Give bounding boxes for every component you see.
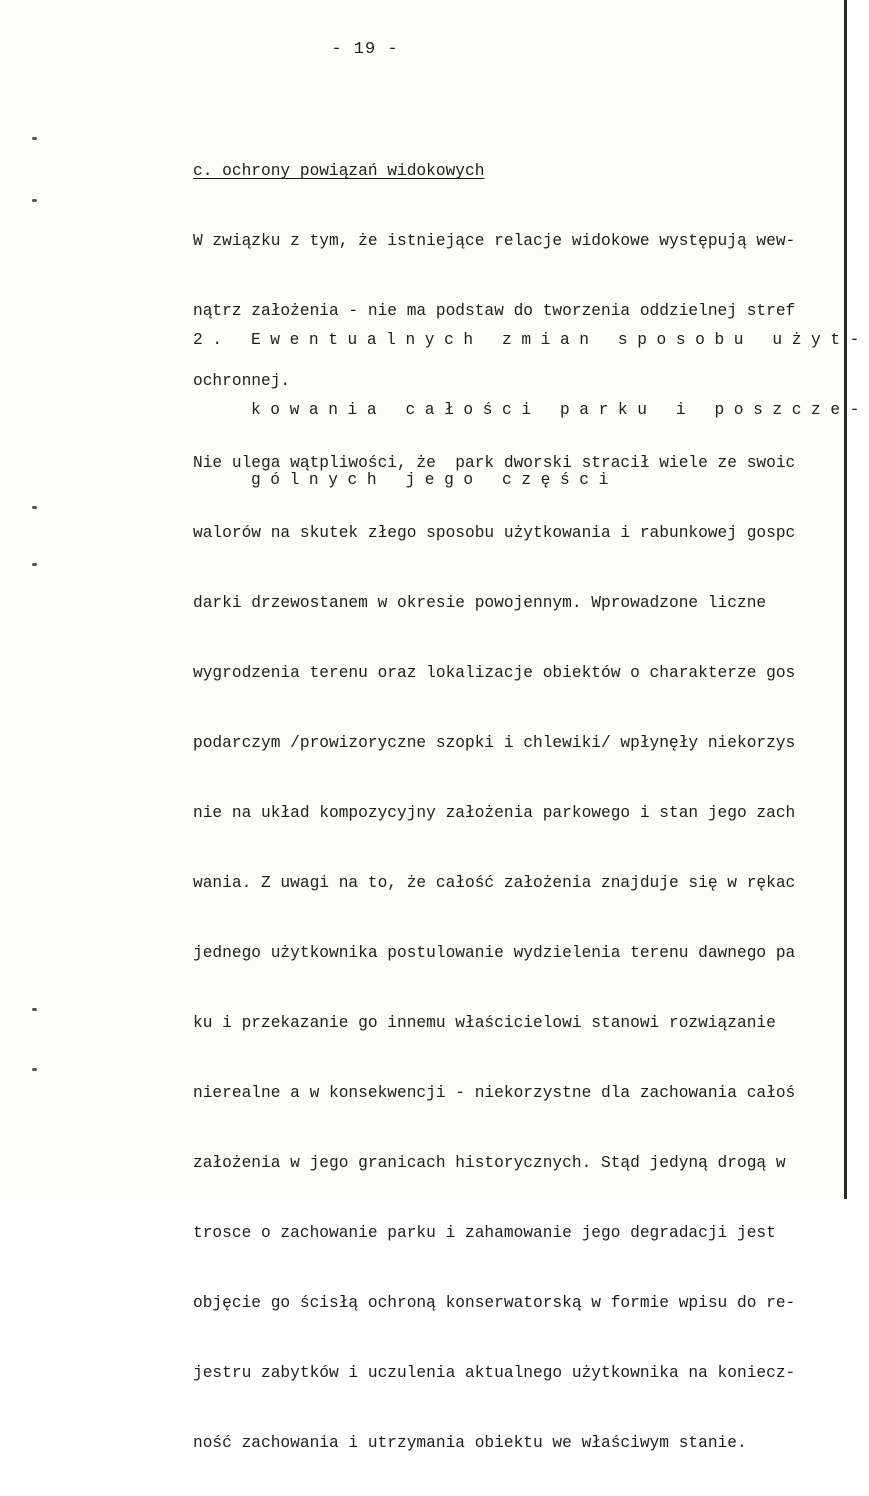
- main-paragraph: [193, 410, 833, 1496]
- heading-line: kowania całości parku i poszcze-: [193, 401, 869, 419]
- margin-mark: [32, 506, 37, 509]
- text-line: jestru zabytków i uczulenia aktualnego użytkownika na koniecz-: [193, 1364, 796, 1382]
- margin-mark: [32, 563, 37, 566]
- text-line: nie na układ kompozycyjny założenia parkowego i stan jego zach: [193, 804, 796, 822]
- heading-line: 2. Ewentualnych zmian sposobu użyt-: [193, 331, 869, 349]
- text-line: nątrz założenia - nie ma podstaw do tworzenia oddzielnej stref: [193, 302, 796, 320]
- margin-mark: [32, 1008, 37, 1011]
- text-line: ność zachowania i utrzymania obiektu we właściwym stanie.: [193, 1434, 747, 1452]
- text-line: ochronnej.: [193, 372, 291, 390]
- section-c-heading: c. ochrony powiązań widokowych: [193, 162, 485, 180]
- text-line: podarczym /prowizoryczne szopki i chlewiki/ wpłynęły niekorzys: [193, 734, 796, 752]
- margin-mark: [32, 137, 37, 140]
- text-line: darki drzewostanem w okresie powojennym. Wprowadzone liczne: [193, 594, 767, 612]
- text-line: wania. Z uwagi na to, że całość założenia znajduje się w rękac: [193, 874, 796, 892]
- margin-mark: [32, 199, 37, 202]
- text-line: ku i przekazanie go innemu właścicielowi stanowi rozwiązanie: [193, 1014, 776, 1032]
- heading-line: gólnych jego części: [193, 471, 618, 489]
- text-line: wygrodzenia terenu oraz lokalizacje obiektów o charakterze gos: [193, 664, 796, 682]
- text-line: nierealne a w konsekwencji - niekorzystne dla zachowania całoś: [193, 1084, 796, 1102]
- margin-mark: [32, 1068, 37, 1071]
- page-number: - 19 -: [331, 40, 399, 59]
- text-line: W związku z tym, że istniejące relacje widokowe występują wew-: [193, 232, 796, 250]
- text-line: założenia w jego granicach historycznych. Stąd jedyną drogą w: [193, 1154, 786, 1172]
- text-line: objęcie go ścisłą ochroną konserwatorską w formie wpisu do re-: [193, 1294, 796, 1312]
- text-line: jednego użytkownika postulowanie wydzielenia terenu dawnego pa: [193, 944, 796, 962]
- text-line: Nie ulega wątpliwości, że park dworski stracił wiele ze swoic: [193, 454, 796, 472]
- text-line: trosce o zachowanie parku i zahamowanie jego degradacji jest: [193, 1224, 776, 1242]
- text-line: walorów na skutek złego sposobu użytkowania i rabunkowej gospc: [193, 524, 796, 542]
